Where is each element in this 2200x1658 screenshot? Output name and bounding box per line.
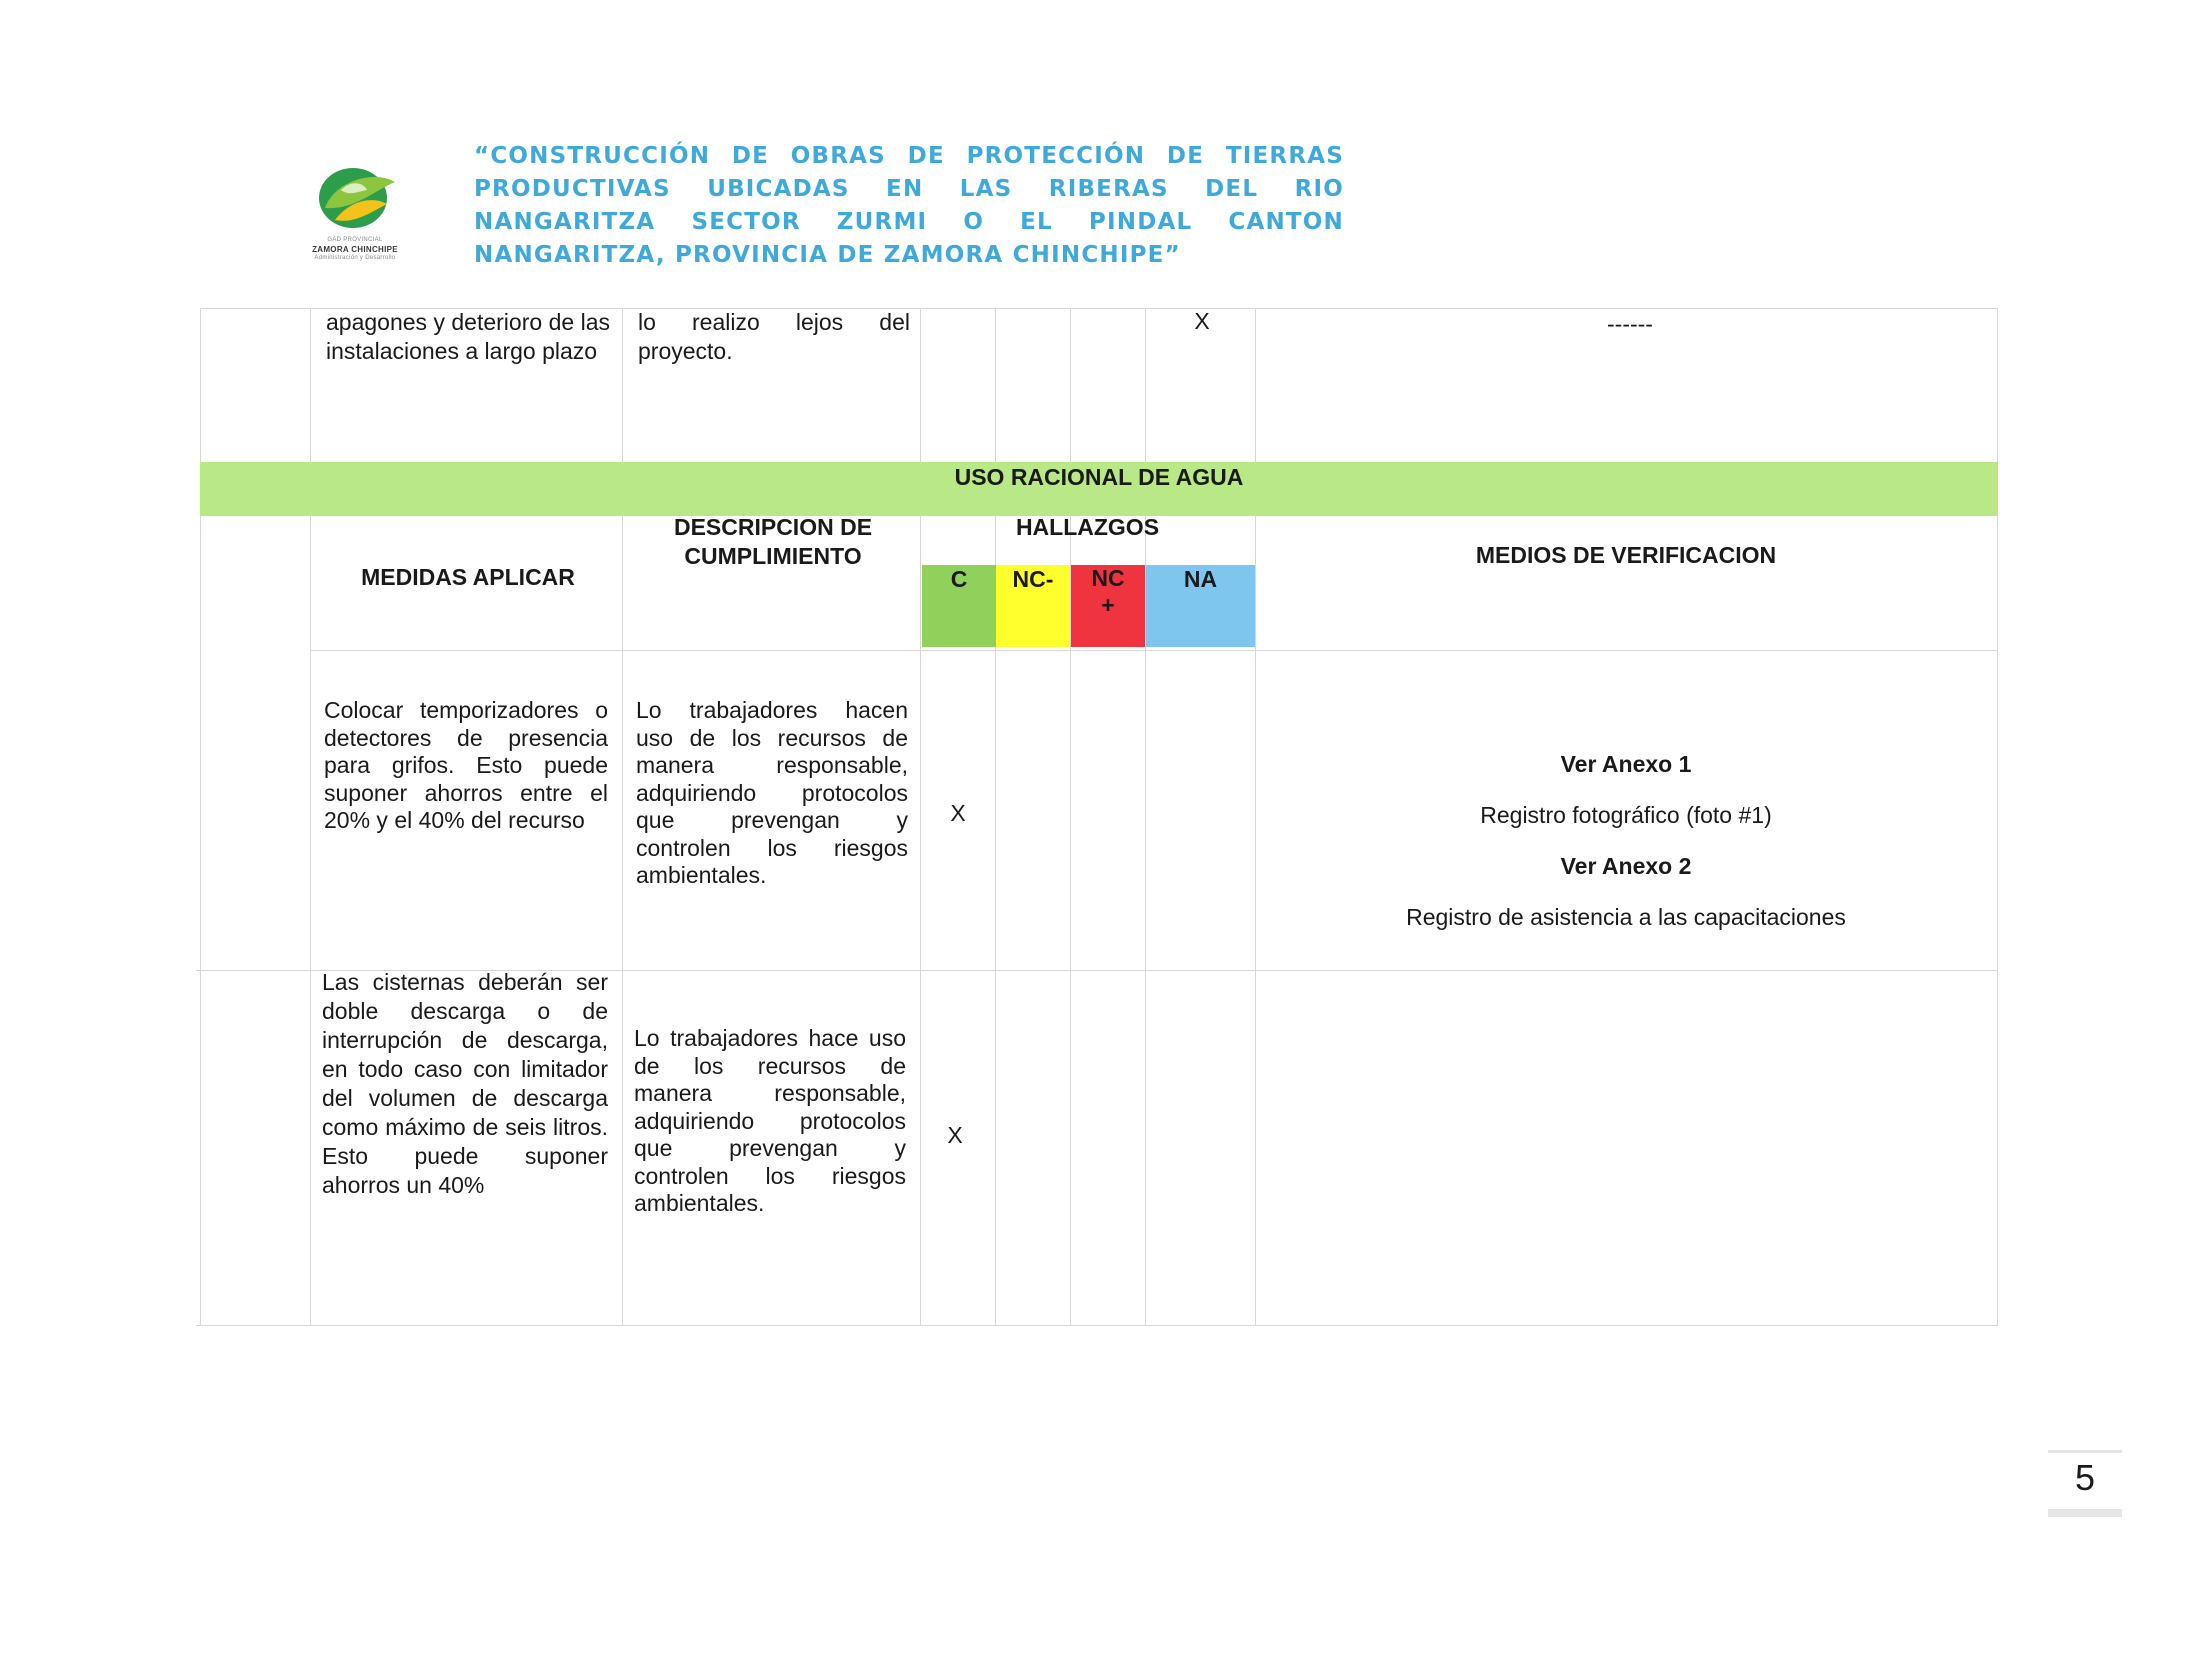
table-line [1145, 308, 1146, 1325]
row1-c-mark: X [950, 800, 966, 826]
table-line [995, 308, 996, 1325]
hallazgo-nc-plus: NC + [1071, 565, 1145, 647]
top-row-descripcion: lo realizo lejos del proyecto. [638, 309, 910, 364]
table-line [310, 650, 1998, 651]
row1-registro1: Registro fotográfico (foto #1) [1480, 802, 1772, 828]
row1-medida: Colocar temporizadores o detectores de presencia para grifos. Esto puede suponer ahorros entre el 20% y el 40% del recurso [324, 697, 608, 833]
logo-caption: GAD PROVINCIAL ZAMORA CHINCHIPE Administración y Desarrollo [312, 237, 398, 261]
row2-c-mark: X [947, 1122, 963, 1148]
table-line [310, 308, 311, 1325]
top-row-verificacion: ------ [1607, 311, 1653, 337]
row1-descripcion: Lo trabajadores hacen uso de los recursos de manera responsable, adquiriendo protocolos que prevengan y controlen los riesgos ambientales. [636, 697, 908, 888]
row1-anexo2: Ver Anexo 2 [1560, 853, 1692, 879]
header-medidas: MEDIDAS APLICAR [361, 564, 575, 590]
top-row-medida: apagones y deterioro de las instalaciones a largo plazo [326, 309, 610, 364]
hallazgo-nc-minus: NC- [996, 565, 1070, 647]
row2-medida: Las cisternas deberán ser doble descarga o de interrupción de descarga, en todo caso con limitador del volumen de descarga como máximo de seis litros. Esto puede suponer ahorros un 40% [322, 969, 608, 1198]
header-hallazgos: HALLAZGOS [1015, 514, 1160, 540]
row2-descripcion: Lo trabajadores hace uso de los recursos de manera responsable, adquiriendo protocolos que prevengan y controlen los riesgos ambientales. [634, 1025, 906, 1216]
row1-anexo1: Ver Anexo 1 [1560, 751, 1692, 777]
table-line [920, 308, 921, 1325]
table-line [622, 308, 623, 1325]
table-line [196, 1325, 1998, 1326]
document-title: “CONSTRUCCIÓN DE OBRAS DE PROTECCIÓN DE TIERRAS PRODUCTIVAS UBICADAS EN LAS RIBERAS DEL RIO NANGARITZA SECTOR ZURMI O EL PINDAL CANTON NANGARITZA, PROVINCIA DE ZAMORA CHINCHIPE” [474, 143, 1344, 268]
page-number: 5 [2048, 1450, 2122, 1513]
header-medios: MEDIOS DE VERIFICACION [1475, 542, 1777, 568]
header-descripcion: DESCRIPCION DE CUMPLIMIENTO [673, 514, 873, 569]
table-line [1997, 308, 1998, 1325]
table-line [200, 308, 201, 1325]
hallazgo-c: C [922, 565, 996, 647]
logo [295, 160, 415, 260]
logo-emblem-icon [295, 160, 415, 240]
row1-registro2: Registro de asistencia a las capacitaciones [1406, 904, 1846, 930]
top-row-na-mark: X [1194, 308, 1210, 334]
section-title: USO RACIONAL DE AGUA [954, 464, 1244, 490]
hallazgo-na: NA [1146, 565, 1255, 647]
table-line [1070, 308, 1071, 1325]
